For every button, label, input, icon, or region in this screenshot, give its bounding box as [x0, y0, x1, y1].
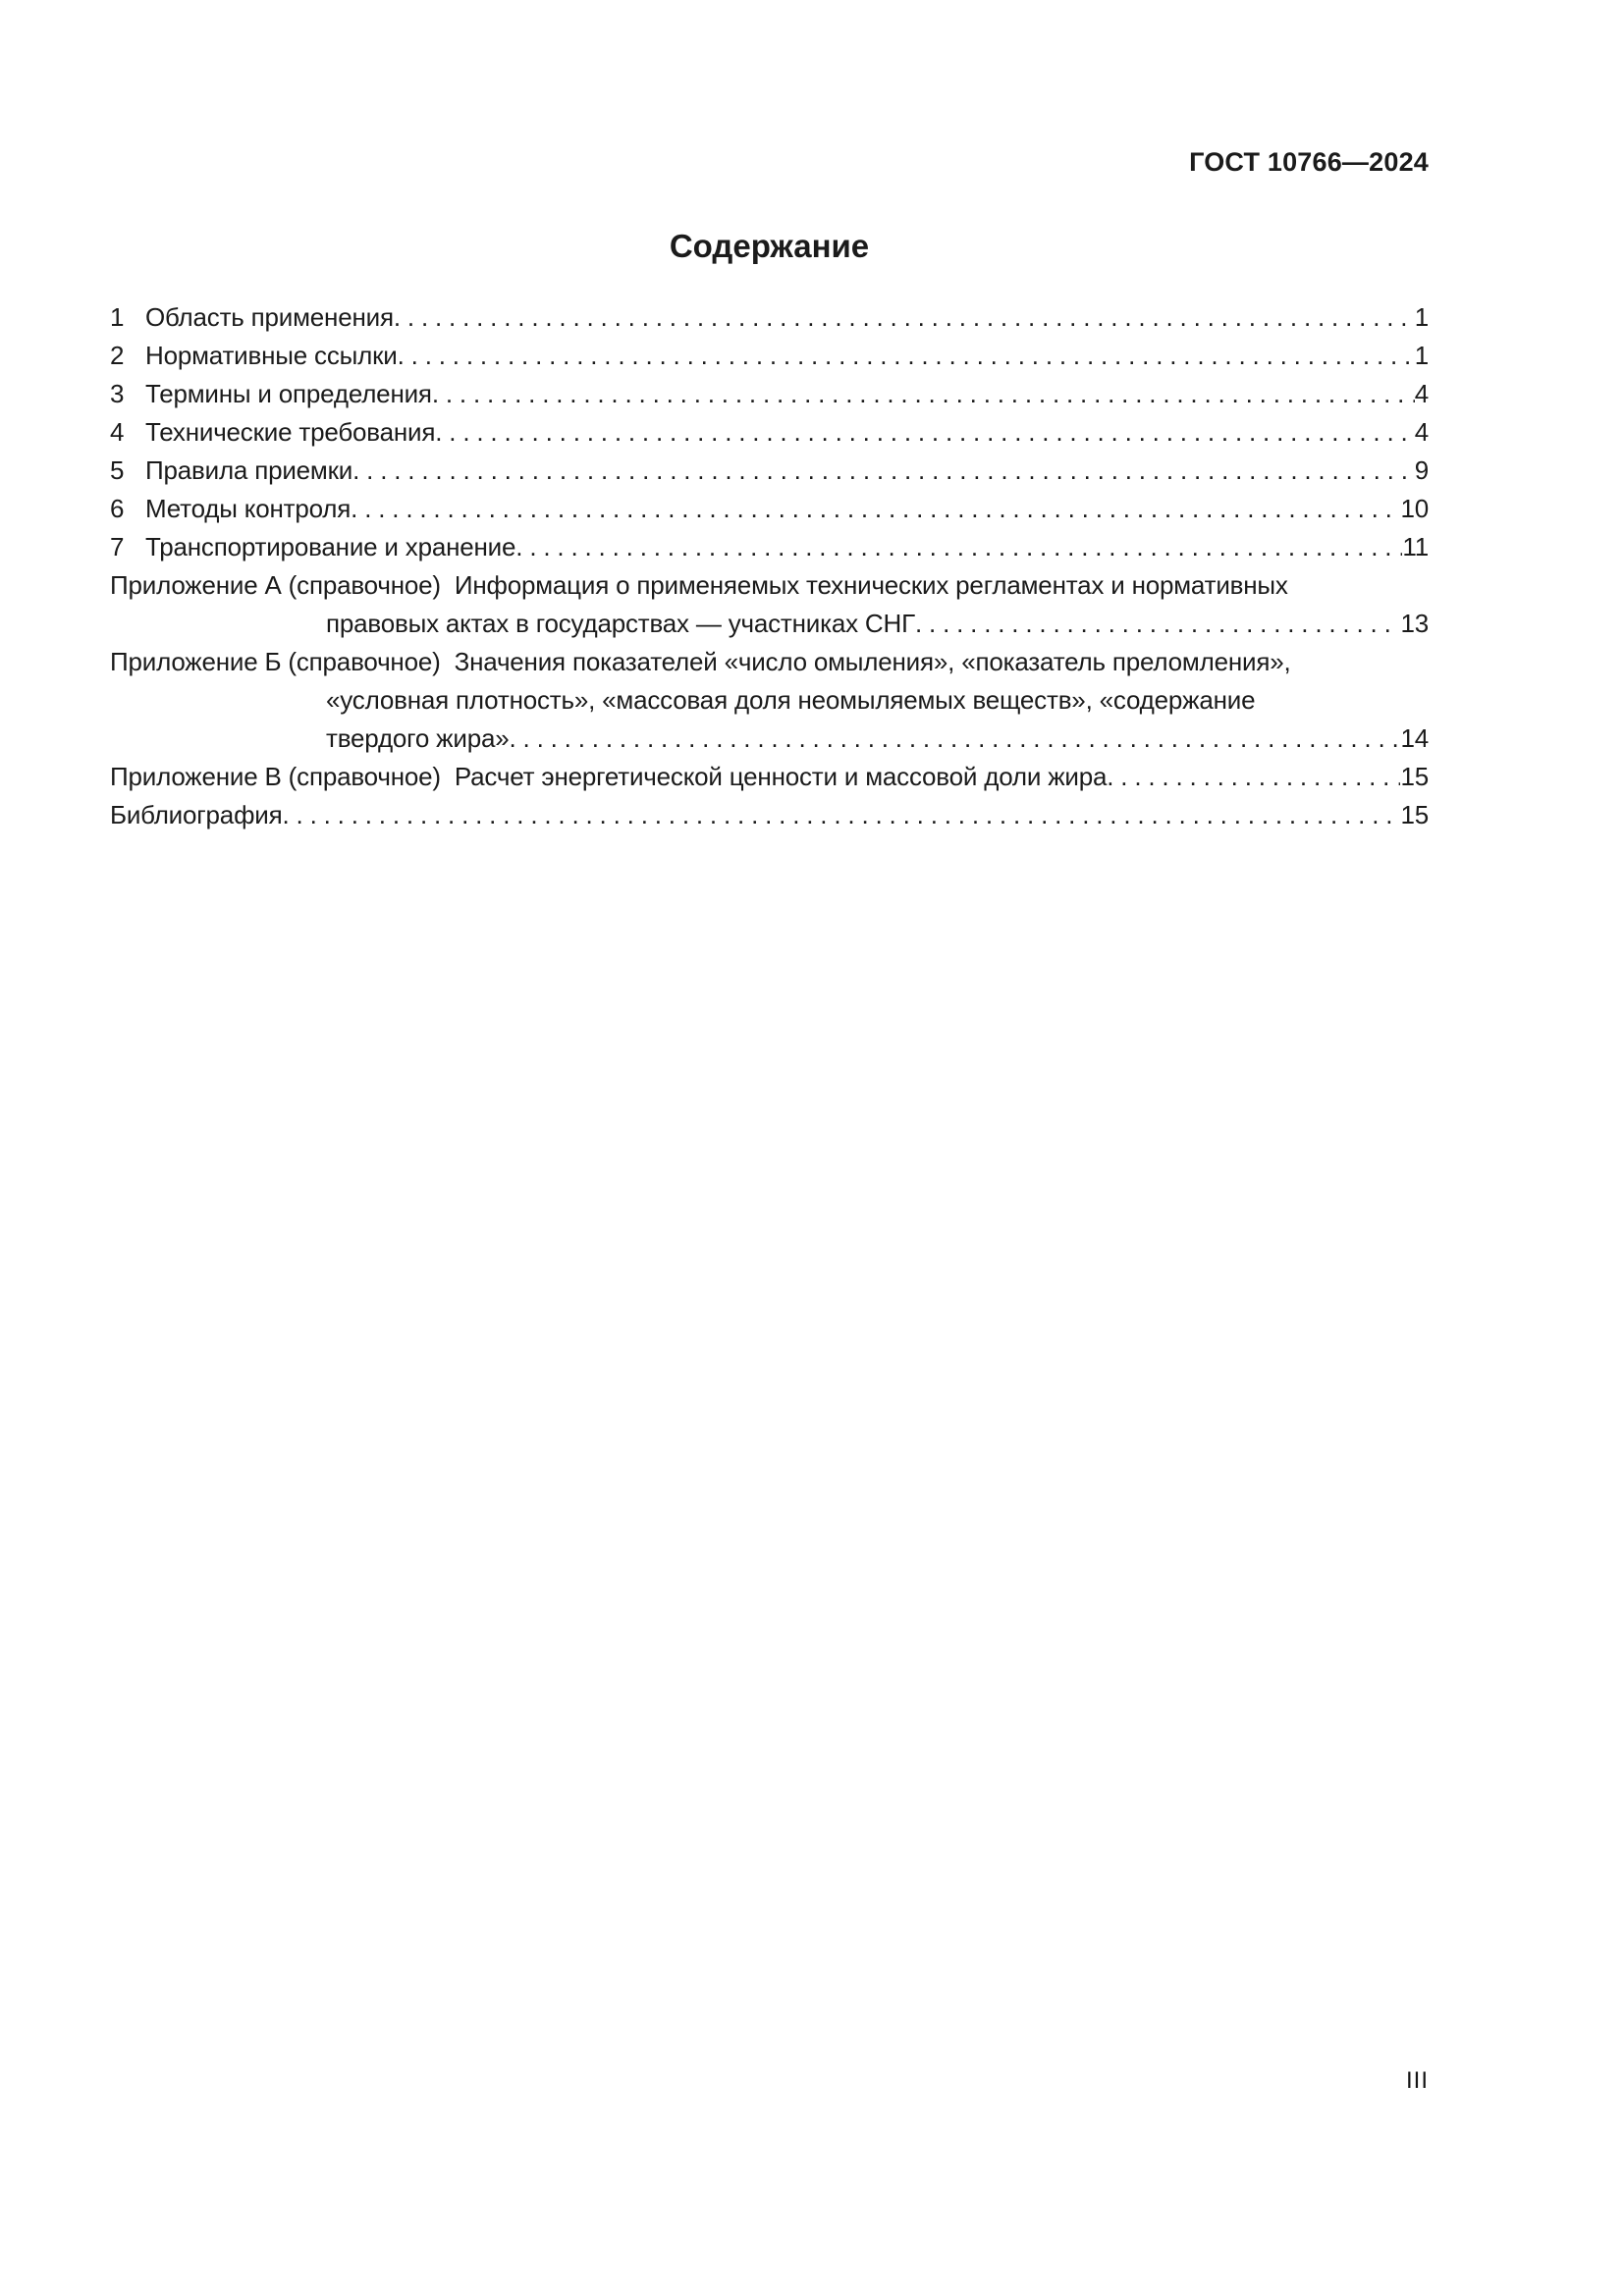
toc-entry-label: Приложение В (справочное) Расчет энергетической ценности и массовой доли жира [110, 762, 1108, 791]
dot-leader [435, 413, 1415, 452]
toc-entry-label: «условная плотность», «массовая доля неомыляемых веществ», «содержание [326, 685, 1256, 715]
dot-leader [1107, 758, 1400, 796]
toc-section-number: 2 [110, 341, 125, 370]
toc-page-number: 1 [1414, 341, 1429, 370]
toc-row [110, 681, 1429, 720]
dot-leader [509, 720, 1400, 758]
toc-page-number: 4 [1414, 417, 1429, 447]
toc-page-number: 11 [1402, 532, 1429, 561]
toc-row [110, 566, 1429, 605]
toc-entry-label: твердого жира» [326, 723, 510, 753]
dot-leader [515, 528, 1402, 566]
toc-entry-label: Приложение Б (справочное) Значения показателей «число омыления», «показатель преломления», [110, 647, 1291, 676]
folio-page-number: III [1405, 2067, 1429, 2094]
toc-entry-label: Технические требования [145, 417, 436, 447]
page-content [110, 0, 1429, 834]
toc-section-number: 5 [110, 455, 125, 485]
toc-row [110, 375, 1429, 413]
table-of-contents [110, 298, 1429, 834]
dot-leader [394, 298, 1415, 337]
toc-section-number: 6 [110, 494, 125, 523]
standard-designation: ГОСТ 10766—2024 [1189, 147, 1429, 177]
toc-section-number: 1 [110, 302, 125, 332]
toc-entry-label: Нормативные ссылки [145, 341, 398, 370]
toc-page-number: 10 [1400, 494, 1429, 523]
toc-row [110, 605, 1429, 643]
toc-page-number: 15 [1400, 800, 1429, 829]
toc-page-number: 15 [1400, 762, 1429, 791]
toc-row [110, 413, 1429, 452]
toc-page-number: 14 [1400, 723, 1429, 753]
page-title: Содержание [669, 228, 870, 264]
toc-section-number: 3 [110, 379, 125, 408]
toc-entry-label: Термины и определения [145, 379, 432, 408]
toc-row [110, 298, 1429, 337]
toc-row [110, 796, 1429, 834]
toc-section-number: 7 [110, 532, 125, 561]
toc-entry-label: Транспортирование и хранение [145, 532, 516, 561]
toc-page-number: 13 [1400, 609, 1429, 638]
toc-row [110, 528, 1429, 566]
toc-entry-label: Методы контроля [145, 494, 352, 523]
toc-entry-label: Библиография [110, 800, 283, 829]
toc-page-number: 4 [1414, 379, 1429, 408]
toc-row [110, 643, 1429, 681]
toc-section-number: 4 [110, 417, 125, 447]
dot-leader [282, 796, 1400, 834]
toc-row [110, 452, 1429, 490]
dot-leader [915, 605, 1401, 643]
toc-row [110, 490, 1429, 528]
toc-row [110, 720, 1429, 758]
toc-row [110, 758, 1429, 796]
toc-entry-label: правовых актах в государствах — участниках СНГ [326, 609, 915, 638]
dot-leader [432, 375, 1415, 413]
dot-leader [352, 452, 1415, 490]
toc-row [110, 337, 1429, 375]
toc-page-number: 9 [1414, 455, 1429, 485]
toc-entry-label: Область применения [145, 302, 394, 332]
toc-entry-label: Приложение А (справочное) Информация о применяемых технических регламентах и нормативных [110, 570, 1288, 600]
toc-entry-label: Правила приемки [145, 455, 353, 485]
dot-leader [398, 337, 1415, 375]
dot-leader [351, 490, 1400, 528]
toc-page-number: 1 [1414, 302, 1429, 332]
